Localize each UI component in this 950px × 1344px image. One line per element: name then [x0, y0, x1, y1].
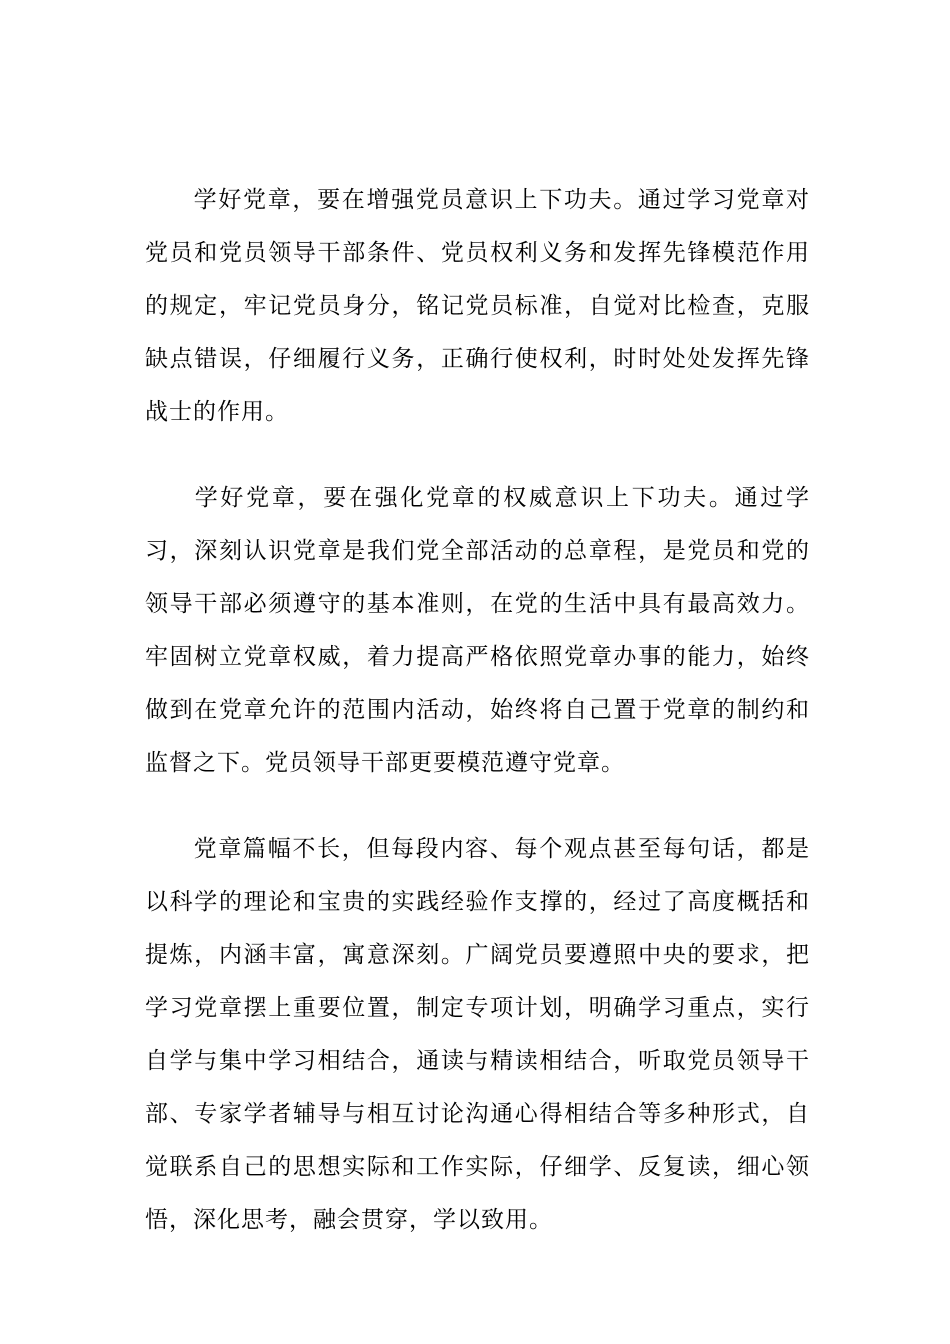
paragraph-1	[145, 174, 810, 439]
paragraph-2-text: 学好党章，要在强化党章的权威意识上下功夫。通过学习，深刻认识党章是我们党全部活动的总章程，是党员和党的领导干部必须遵守的基本准则，在党的生活中具有最高效力。牢固树立党章权威，着力提高严格依照党章办事的能力，始终做到在党章允许的范围内活动，始终将自己置于党章的制约和监督之下。党员领导干部更要模范遵守党章。	[145, 485, 810, 776]
paragraph-3	[145, 823, 810, 1247]
paragraph-2	[145, 472, 810, 790]
paragraph-1-text: 学好党章，要在增强党员意识上下功夫。通过学习党章对党员和党员领导干部条件、党员权利义务和发挥先锋模范作用的规定，牢记党员身分，铭记党员标准，自觉对比检查，克服缺点错误，仔细履行义务，正确行使权利，时时处处发挥先锋战士的作用。	[145, 187, 810, 425]
paragraph-3-text: 党章篇幅不长，但每段内容、每个观点甚至每句话，都是以科学的理论和宝贵的实践经验作支撑的，经过了高度概括和提炼，内涵丰富，寓意深刻。广阔党员要遵照中央的要求，把学习党章摆上重要位置，制定专项计划，明确学习重点，实行自学与集中学习相结合，通读与精读相结合，听取党员领导干部、专家学者辅导与相互讨论沟通心得相结合等多种形式，自觉联系自己的思想实际和工作实际，仔细学、反复读，细心领悟，深化思考，融会贯穿，学以致用。	[145, 836, 810, 1233]
